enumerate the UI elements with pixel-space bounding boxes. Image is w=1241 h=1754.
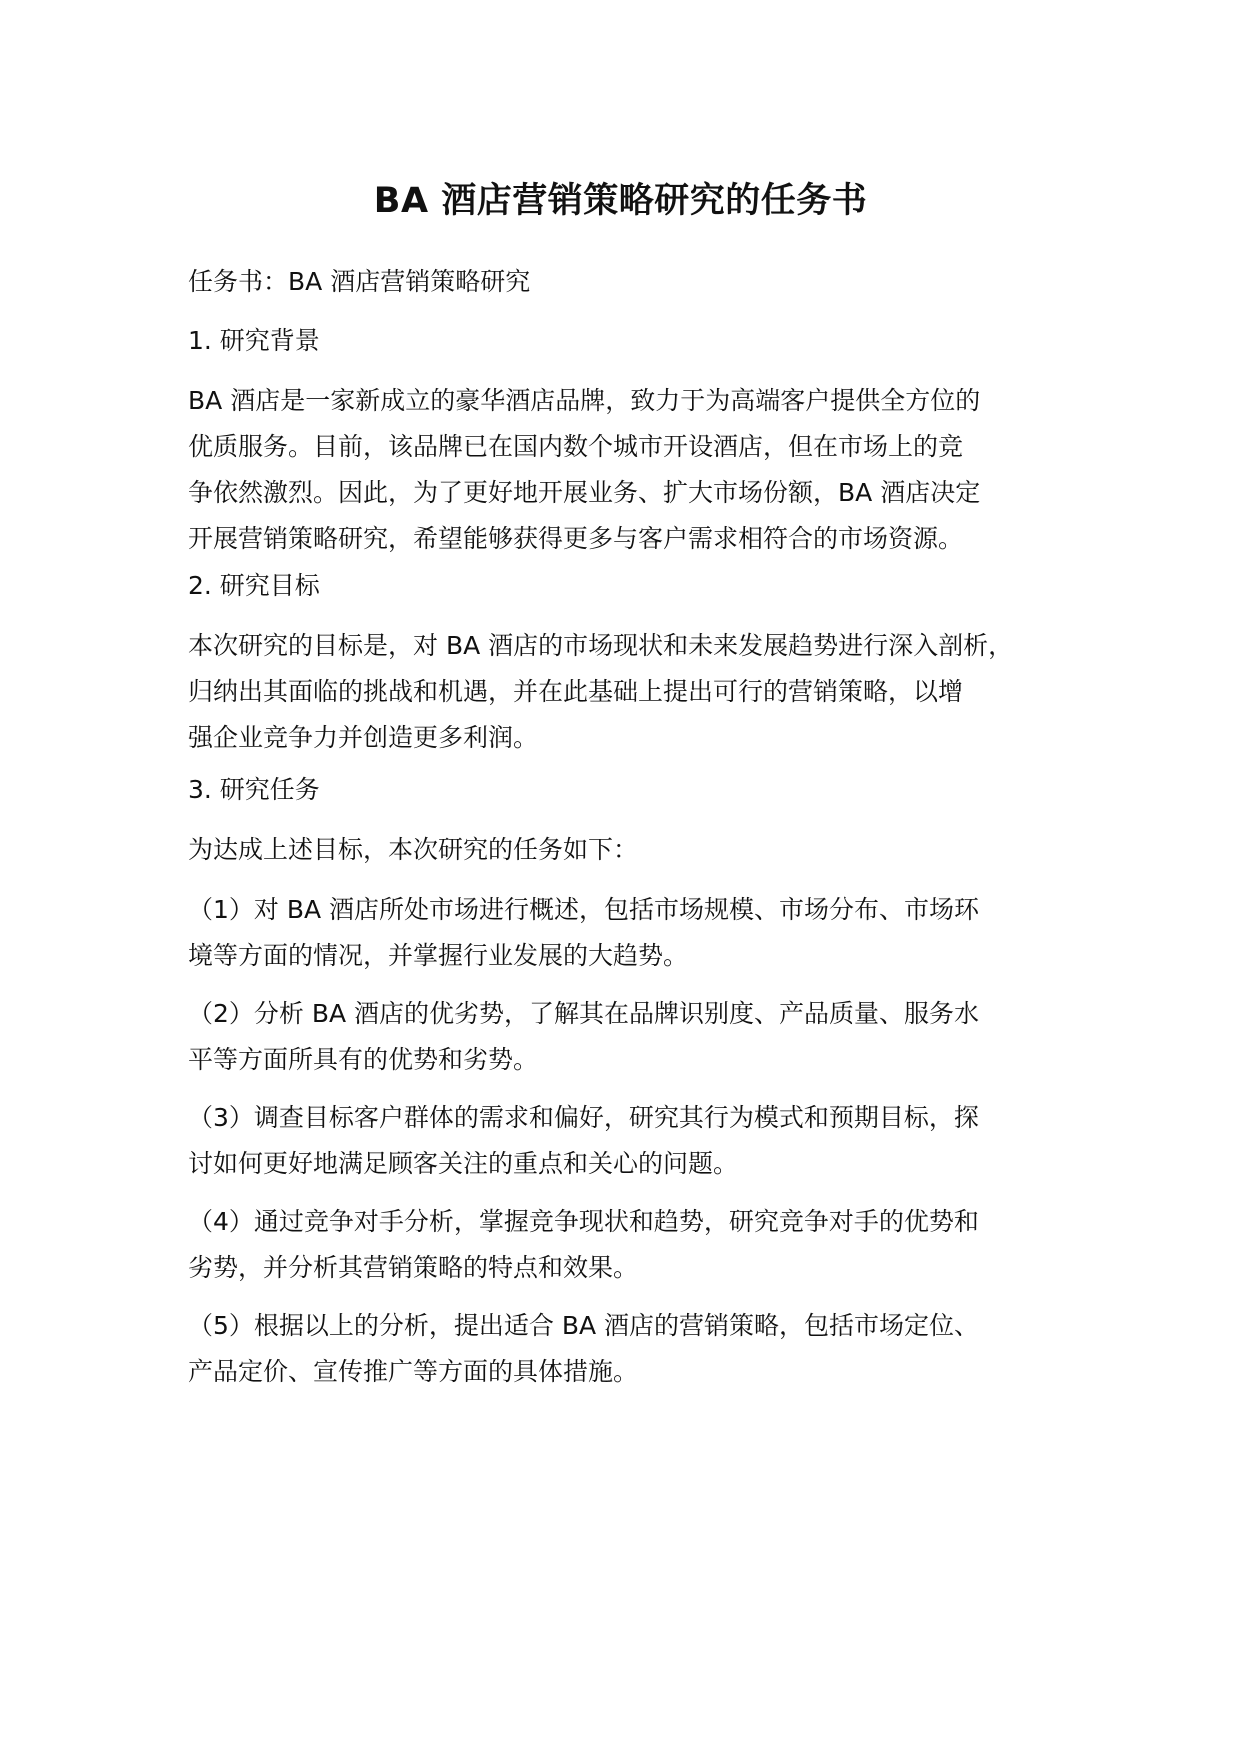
paragraph-line: （3）调查目标客户群体的需求和偏好，研究其行为模式和预期目标，探 [188, 1103, 979, 1132]
section-heading: 1. 研究背景 [188, 326, 320, 355]
paragraph-line: （5）根据以上的分析，提出适合 BA 酒店的营销策略，包括市场定位、 [188, 1311, 980, 1340]
paragraph-line: 境等方面的情况，并掌握行业发展的大趋势。 [188, 941, 689, 970]
paragraph-line: 归纳出其面临的挑战和机遇，并在此基础上提出可行的营销策略，以增 [188, 677, 964, 706]
paragraph-background [188, 378, 1088, 562]
section-heading-tasks [188, 767, 1088, 813]
paragraph-line: 开展营销策略研究，希望能够获得更多与客户需求相符合的市场资源。 [188, 524, 964, 553]
section-heading-background [188, 318, 1088, 364]
task-item-1 [188, 887, 1088, 979]
paragraph-line: 为达成上述目标，本次研究的任务如下： [188, 835, 639, 864]
paragraph-line: 争依然激烈。因此，为了更好地开展业务、扩大市场份额，BA 酒店决定 [188, 478, 981, 507]
section-heading: 3. 研究任务 [188, 775, 320, 804]
paragraph-line: 平等方面所具有的优势和劣势。 [188, 1045, 539, 1074]
task-item-4 [188, 1199, 1088, 1291]
paragraph-line: （4）通过竞争对手分析，掌握竞争现状和趋势，研究竞争对手的优势和 [188, 1207, 979, 1236]
paragraph-line: 优质服务。目前，该品牌已在国内数个城市开设酒店，但在市场上的竞 [188, 432, 964, 461]
paragraph-line: 强企业竞争力并创造更多利润。 [188, 723, 539, 752]
paragraph-tasks-intro [188, 827, 1088, 873]
task-item-3 [188, 1095, 1088, 1187]
section-heading-goals [188, 563, 1088, 609]
task-item-2 [188, 991, 1088, 1083]
paragraph-line: 产品定价、宣传推广等方面的具体措施。 [188, 1357, 639, 1386]
paragraph-line: 讨如何更好地满足顾客关注的重点和关心的问题。 [188, 1149, 739, 1178]
document-subtitle [188, 259, 1088, 305]
section-heading: 2. 研究目标 [188, 571, 320, 600]
paragraph-line: （1）对 BA 酒店所处市场进行概述，包括市场规模、市场分布、市场环 [188, 895, 980, 924]
paragraph-line: 本次研究的目标是，对 BA 酒店的市场现状和未来发展趋势进行深入剖析， [188, 631, 1014, 660]
paragraph-line: （2）分析 BA 酒店的优劣势，了解其在品牌识别度、产品质量、服务水 [188, 999, 980, 1028]
paragraph-goals [188, 623, 1088, 761]
subtitle-line: 任务书：BA 酒店营销策略研究 [188, 267, 531, 296]
task-item-5 [188, 1303, 1088, 1395]
paragraph-line: BA 酒店是一家新成立的豪华酒店品牌，致力于为高端客户提供全方位的 [188, 386, 981, 415]
paragraph-line: 劣势，并分析其营销策略的特点和效果。 [188, 1253, 639, 1282]
document-title: BA 酒店营销策略研究的任务书 [373, 181, 868, 221]
